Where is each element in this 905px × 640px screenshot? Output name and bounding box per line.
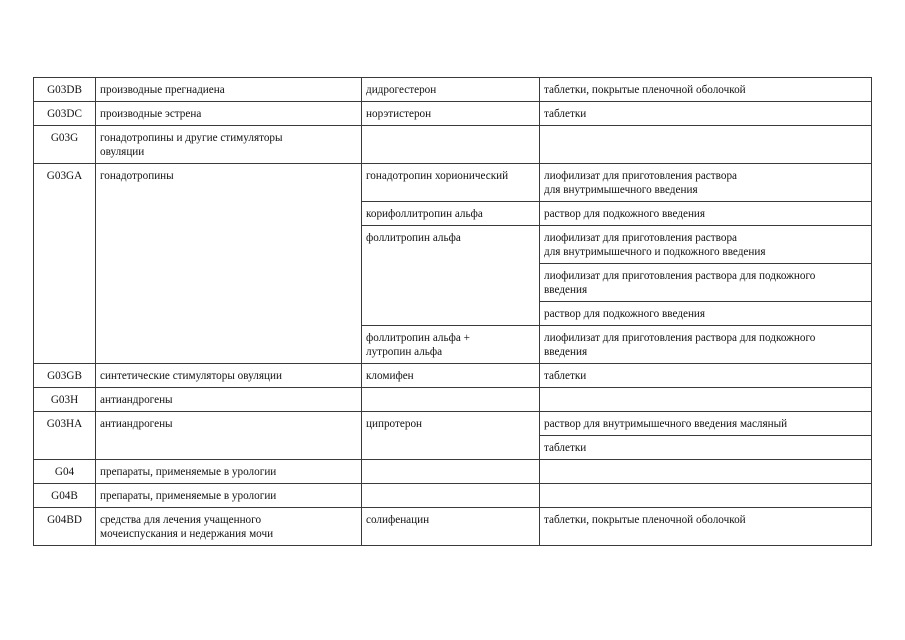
dosage-form: таблетки — [540, 436, 872, 460]
table-row — [34, 412, 872, 436]
dosage-form — [540, 460, 872, 484]
group-name: производные прегнадиена — [96, 78, 362, 102]
dosage-form: таблетки — [540, 364, 872, 388]
dosage-form: лиофилизат для приготовления раствора для внутримышечного и подкожного введения — [540, 226, 872, 264]
atc-code: G03DB — [34, 78, 96, 102]
table-row — [34, 164, 872, 202]
dosage-form: лиофилизат для приготовления раствора для внутримышечного введения — [540, 164, 872, 202]
atc-code: G03HA — [34, 412, 96, 460]
atc-code: G04B — [34, 484, 96, 508]
dosage-form — [540, 388, 872, 412]
table-row — [34, 364, 872, 388]
table-row — [34, 102, 872, 126]
drug-name: дидрогестерон — [362, 78, 540, 102]
table-row — [34, 508, 872, 546]
atc-code: G03DC — [34, 102, 96, 126]
drug-name: фоллитропин альфа — [362, 226, 540, 326]
dosage-form: лиофилизат для приготовления раствора для подкожного введения — [540, 264, 872, 302]
group-name: средства для лечения учащенного мочеиспускания и недержания мочи — [96, 508, 362, 546]
table-row — [34, 460, 872, 484]
dosage-form — [540, 126, 872, 164]
drug-name — [362, 484, 540, 508]
dosage-form: раствор для подкожного введения — [540, 202, 872, 226]
group-name: гонадотропины — [96, 164, 362, 364]
group-name: антиандрогены — [96, 412, 362, 460]
group-name: препараты, применяемые в урологии — [96, 484, 362, 508]
group-name: синтетические стимуляторы овуляции — [96, 364, 362, 388]
atc-code: G04BD — [34, 508, 96, 546]
dosage-form: лиофилизат для приготовления раствора для подкожного введения — [540, 326, 872, 364]
drug-name: гонадотропин хорионический — [362, 164, 540, 202]
table-row — [34, 78, 872, 102]
group-name: препараты, применяемые в урологии — [96, 460, 362, 484]
atc-code: G03H — [34, 388, 96, 412]
drug-name: кломифен — [362, 364, 540, 388]
dosage-form: раствор для подкожного введения — [540, 302, 872, 326]
table-row — [34, 126, 872, 164]
dosage-form: таблетки, покрытые пленочной оболочкой — [540, 508, 872, 546]
drug-name: ципротерон — [362, 412, 540, 460]
atc-code: G04 — [34, 460, 96, 484]
table-row — [34, 484, 872, 508]
dosage-form: таблетки, покрытые пленочной оболочкой — [540, 78, 872, 102]
drug-name — [362, 126, 540, 164]
dosage-form: раствор для внутримышечного введения масляный — [540, 412, 872, 436]
drug-name: корифоллитропин альфа — [362, 202, 540, 226]
drug-name — [362, 460, 540, 484]
drug-name: солифенацин — [362, 508, 540, 546]
group-name: гонадотропины и другие стимуляторы овуляции — [96, 126, 362, 164]
group-name: антиандрогены — [96, 388, 362, 412]
dosage-form — [540, 484, 872, 508]
atc-code: G03G — [34, 126, 96, 164]
table-row — [34, 388, 872, 412]
drug-name: норэтистерон — [362, 102, 540, 126]
drug-classification-table — [33, 77, 872, 546]
atc-code: G03GB — [34, 364, 96, 388]
dosage-form: таблетки — [540, 102, 872, 126]
drug-name: фоллитропин альфа + лутропин альфа — [362, 326, 540, 364]
drug-name — [362, 388, 540, 412]
atc-code: G03GA — [34, 164, 96, 364]
group-name: производные эстрена — [96, 102, 362, 126]
